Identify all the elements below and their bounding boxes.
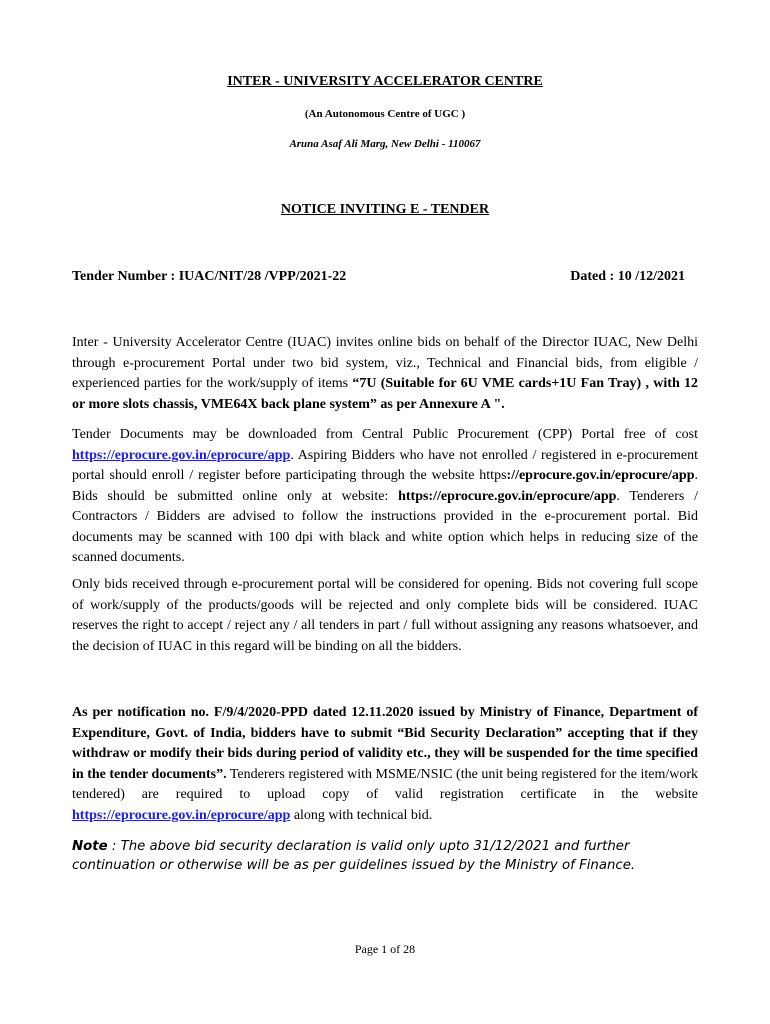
org-address: Aruna Asaf Ali Marg, New Delhi - 110067 (289, 138, 481, 150)
tender-date: Dated : 10 /12/2021 (570, 269, 685, 284)
eprocure-url-prefix: https (479, 468, 507, 483)
docs-text-4: . Tenderers / Contractors / Bidders are advised to follow the instructions provided in the e-procurement portal. Bid documents may be scanned with 100 dpi with black and white option which helps in reducing size of the scanned documents. (72, 488, 699, 565)
docs-text-1: Tender Documents may be downloaded from Central Public Procurement (CPP) Portal free of cost (72, 427, 698, 442)
eprocure-link-2[interactable]: https://eprocure.gov.in/eprocure/app (72, 807, 291, 823)
bids-conditions-paragraph: Only bids received through e-procurement portal will be considered for opening. Bids not covering full scope of work/supply of the products/goods will be rejected and only complete bids will be considered. IUAC reserves the right to accept / reject any / all tenders in part / full without assigning any reasons whatsoever, and the decision of IUAC in this regard will be binding on all the bidders. (72, 577, 698, 654)
org-name-heading: INTER - UNIVERSITY ACCELERATOR CENTRE (227, 74, 543, 89)
note-label: Note (72, 839, 108, 854)
msme-text-1: Tenderers registered with MSME/NSIC (the unit being registered for the item/work tendered) are required to upload copy of valid registration certificate in the website (72, 766, 698, 802)
org-subtitle: (An Autonomous Centre of UGC ) (304, 108, 466, 120)
notice-title: NOTICE INVITING E - TENDER (280, 202, 490, 217)
item-description: “7U (Suitable for 6U VME cards+1U Fan Tray) , with 12 or more slots chassis, VME64X back plane system” as per Annexure A ". (72, 376, 699, 412)
tender-info-row (72, 269, 698, 285)
eprocure-link-1[interactable]: https://eprocure.gov.in/eprocure/app (72, 447, 291, 463)
note-text: : The above bid security declaration is valid only upto 31/12/2021 and further continuation or otherwise will be as per guidelines issued by the Ministry of Finance. (72, 839, 636, 873)
docs-text-3: . Bids should be submitted online only at website: (72, 468, 698, 504)
tender-documents-paragraph (72, 425, 698, 569)
eprocure-url-2: https://eprocure.gov.in/eprocure/app (398, 488, 617, 504)
bid-security-notification: As per notification no. F/9/4/2020-PPD dated 12.11.2020 issued by Ministry of Finance, Department of Expenditure, Govt. of India, bidders have to submit “Bid Security Declaration” accepting that if they withdraw or modify their bids during period of validity etc., they will be suspended for the time specified in the tender documents”. (72, 705, 698, 782)
docs-text-2: . Aspiring Bidders who have not enrolled / registered in e-procurement portal should enroll / register before participating through the website (72, 447, 698, 483)
page-number: Page 1 of 28 (354, 942, 416, 956)
msme-text-2: along with technical bid. (290, 807, 433, 823)
bid-security-paragraph (72, 703, 698, 826)
eprocure-url-rest: ://eprocure.gov.in/eprocure/app (506, 468, 695, 483)
intro-paragraph (72, 333, 698, 415)
note-paragraph (72, 838, 712, 875)
tender-number: Tender Number : IUAC/NIT/28 /VPP/2021-22 (72, 269, 347, 284)
intro-text: Inter - University Accelerator Centre (IUAC) invites online bids on behalf of the Director IUAC, New Delhi through e-procurement Portal under two bid system, viz., Technical and Financial bids, from eligible / experienced parties for the work/supply of items (72, 335, 698, 391)
